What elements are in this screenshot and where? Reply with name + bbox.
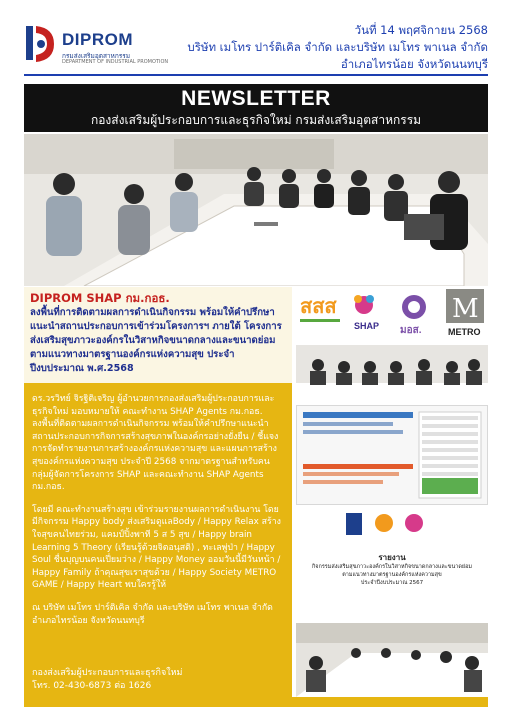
- article-paragraph-3: ณ บริษัท เมโทร ปาร์ติเคิล จำกัด และบริษัท เมโทร พาเนล จำกัด อำเภอไทรน้อย จังหวัดนนทบุรี: [32, 602, 273, 626]
- sss-logo: [300, 296, 340, 322]
- report-line-2: ตามแนวทางมาตรฐานองค์กรแห่งความสุข: [342, 572, 442, 578]
- company-line: บริษัท เมโทร ปาร์ติเคิล จำกัด และบริษัท เมโทร พาเนล จำกัด: [187, 40, 488, 54]
- image-column: [296, 287, 488, 697]
- partner-logos: [296, 287, 488, 343]
- meeting-photo-2: [296, 623, 488, 697]
- meeting-photo: [24, 134, 488, 286]
- lead-title: DIPROM SHAP กม.กอธ.: [30, 291, 170, 305]
- metro-logo: [446, 289, 484, 337]
- banner-subtitle: กองส่งเสริมผู้ประกอบการและธุรกิจใหม่ กรมส่งเสริมอุตสาหกรรม: [90, 113, 422, 127]
- content-area: [24, 287, 488, 697]
- metro-logo-text: METRO: [448, 327, 481, 337]
- logo-subtitle-en: DEPARTMENT OF INDUSTRIAL PROMOTION: [62, 59, 169, 65]
- article-body: [32, 393, 284, 637]
- header-divider: [24, 74, 488, 76]
- diprom-emblem-icon: [24, 22, 58, 66]
- location-line: อำเภอไทรน้อย จังหวัดนนทบุรี: [340, 57, 488, 71]
- logo-title: DIPROM: [62, 30, 133, 49]
- contact-info: [32, 667, 284, 693]
- shap-logo-text: SHAP: [354, 321, 380, 331]
- svg-text:M: M: [452, 294, 479, 324]
- presentation-slide: [296, 405, 488, 505]
- newsletter-banner: [24, 84, 488, 132]
- diprom-logo: [24, 22, 169, 72]
- mor-logo-text: มอส.: [400, 325, 422, 336]
- shap-logo: [354, 295, 379, 331]
- report-cover: [296, 509, 488, 621]
- header-info: [187, 22, 488, 73]
- mor-logo: [400, 295, 426, 336]
- footer-bar: [24, 697, 488, 707]
- date-line: วันที่ 14 พฤศจิกายน 2568: [354, 23, 488, 37]
- contact-org: กองส่งเสริมผู้ประกอบการและธุรกิจใหม่: [32, 668, 183, 678]
- report-line-1: กิจกรรมส่งเสริมสุขภาวะองค์กรในวิสาหกิจขนาดกลางและขนาดย่อม: [311, 564, 473, 570]
- lead-box: [24, 287, 292, 383]
- group-photo: [296, 345, 488, 403]
- meeting-photo-illustration: [24, 134, 488, 286]
- contact-phone: โทร. 02-430-6873 ต่อ 1626: [32, 681, 152, 691]
- logo-subtitle: กรมส่งเสริมอุตสาหกรรม: [62, 52, 131, 60]
- article-column: [24, 287, 292, 697]
- article-paragraph-2: โดยมี คณะทำงานสร้างสุข เข้าร่วมรายงานผลการดำเนินงาน โดยมีกิจกรรม Happy body ส่งเสริมดูแลBody / Happy Relax สร้างใจสุขคนไทยร่วม, แคมป์ปิ้งพาที 5 ส 5 สุข / Happy brain Learning 5 Theory (เรียนรู้ด้วยจิตอนุสติ) , ทะเลพู่ป่า / Happy Soul ชื่นบุญบนคนเปี่ยมว่าง / Happy Money ออมวันนี้มีวันหน้า / Happy Family ถ้าคุณสุขเราสุขด้วย / Happy Society METRO GAME / Happy Heart พบใครรู้ให้: [32, 504, 281, 591]
- sss-logo-text: สสส: [300, 296, 337, 318]
- report-line-3: ประจำปีงบประมาณ 2567: [360, 580, 424, 586]
- article-paragraph-1: ดร.วรวิทย์ จิรฐิติเจริญ ผู้อำนวยการกองส่งเสริมผู้ประกอบการและธุรกิจใหม่ มอบหมายให้ คณะทำงาน SHAP Agents กม.กอธ. ลงพื้นที่ติดตามผลการดำเนินกิจกรรม พร้อมให้คำปรึกษาแนะนำสถานประกอบการกิจการสร้างสุขภาพในองค์กรอย่างยั่งยืน / ชี้แจงการจัดทำรายงานการสร้างองค์กรแห่งความสุข และแผนการสร้างสุของค์กรแห่งความสุข ประจำปี 2568 จากมาตรฐานสำหรับคนกลุ่มผู้จัดการโครงการ SHAP และคณะทำงาน SHAP Agents กม.กอธ.: [32, 394, 279, 493]
- report-heading: รายงาน: [378, 553, 406, 562]
- banner-title: NEWSLETTER: [181, 87, 331, 110]
- lead-text: ลงพื้นที่การติดตามผลการดำเนินกิจกรรม พร้อมให้คำปรึกษาแนะนำสถานประกอบการเข้าร่วมโครงการฯ ภายใต้ โครงการส่งเสริมสุขภาวะองค์กรในวิสาหกิจขนาดกลางและขนาดย่อม ตามแนวทางมาตรฐานองค์กรแห่งความสุข ประจำปีงบประมาณ พ.ศ.2568: [30, 307, 282, 374]
